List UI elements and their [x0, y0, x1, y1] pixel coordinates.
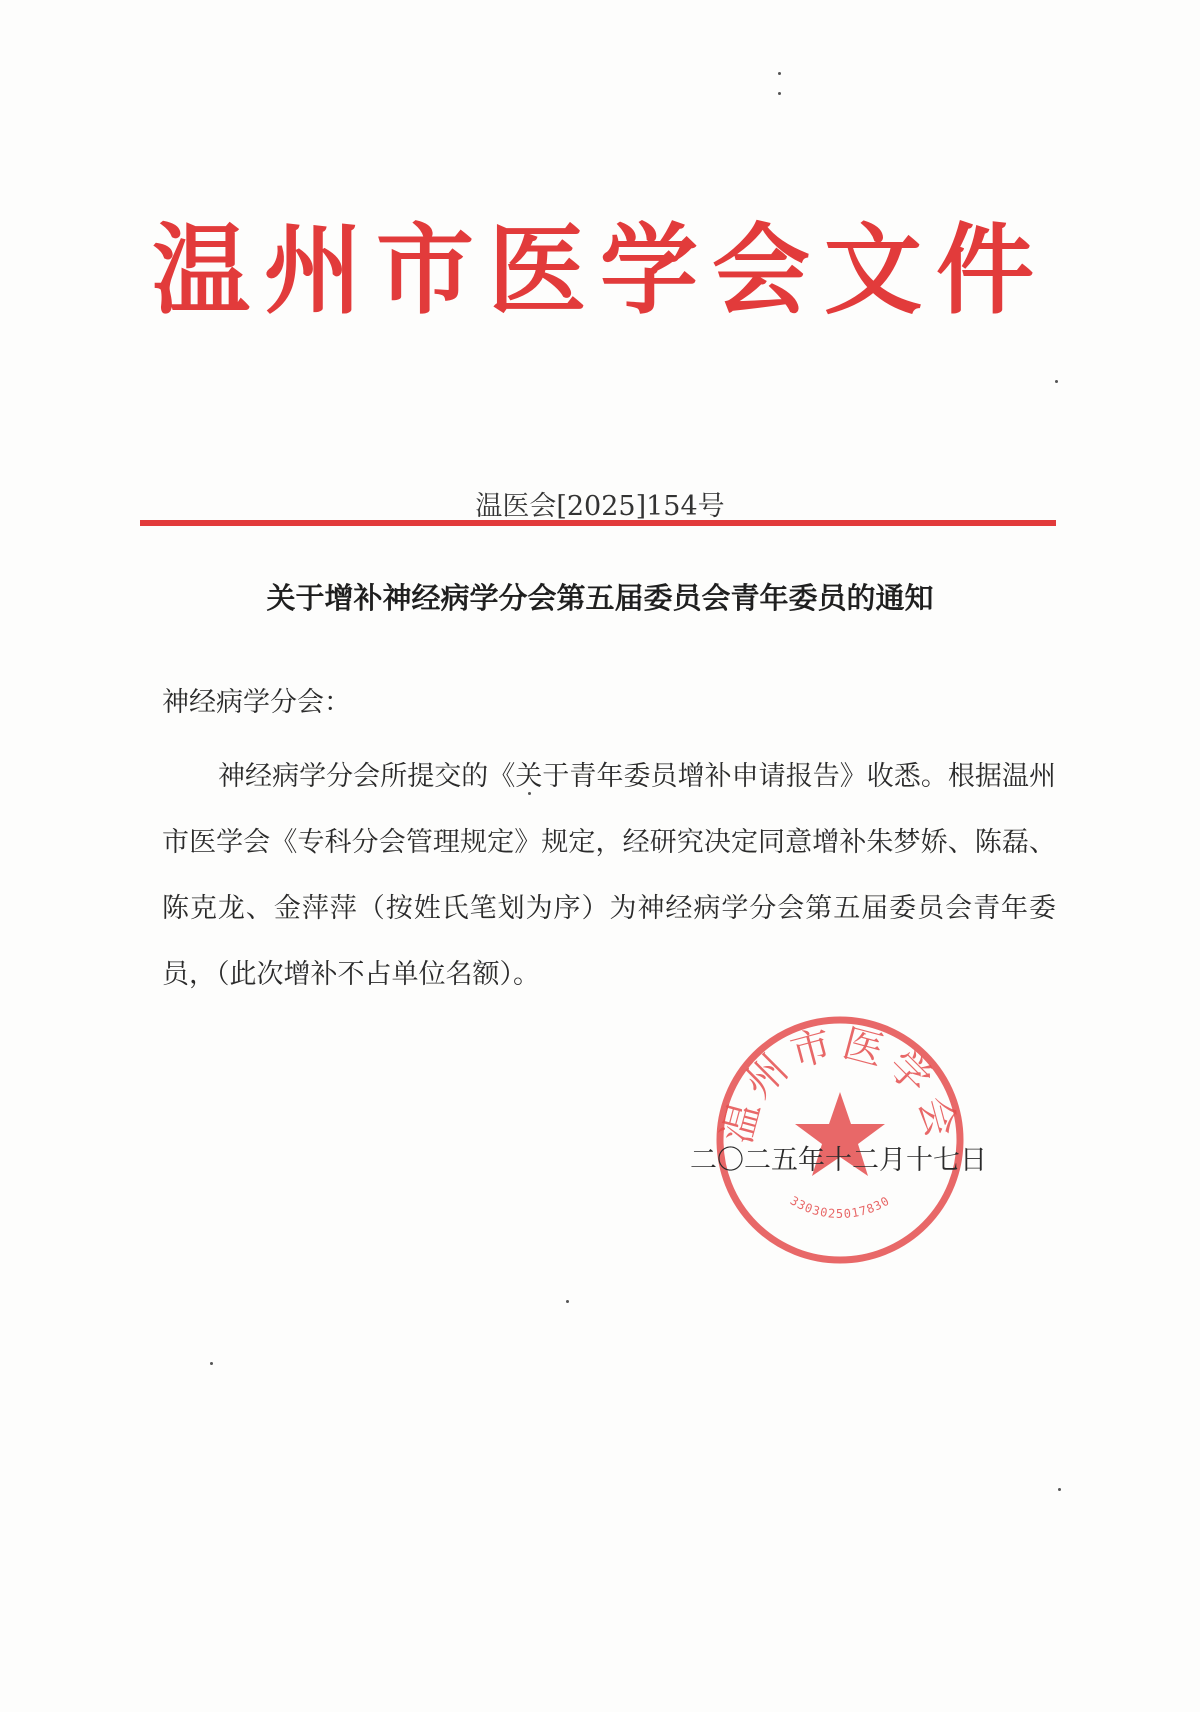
- body-paragraph: 神经病学分会所提交的《关于青年委员增补申请报告》收悉。根据温州市医学会《专科分会管理规定》规定，经研究决定同意增补朱梦娇、陈磊、陈克龙、金萍萍（按姓氏笔划为序）为神经病学分会第五届委员会青年委员，（此次增补不占单位名额）。: [162, 761, 1056, 990]
- scan-speck: [1058, 1488, 1061, 1491]
- red-divider-line: [140, 520, 1056, 526]
- scan-speck: [778, 72, 781, 75]
- scan-speck: [210, 1362, 213, 1365]
- document-number: 温医会[2025]154号: [475, 491, 725, 522]
- notice-title: 关于增补神经病学分会第五届委员会青年委员的通知: [266, 581, 934, 615]
- scan-speck: [528, 792, 531, 795]
- seal-text: 温州市医学会: [714, 1020, 966, 1149]
- seal-code: 3303025017830: [787, 1193, 893, 1222]
- issue-date: 二〇二五年十二月十七日: [690, 1145, 987, 1176]
- scan-speck: [566, 1300, 569, 1303]
- scan-speck: [1055, 380, 1058, 383]
- svg-text:3303025017830: [788, 1193, 893, 1221]
- scan-speck: [778, 92, 781, 95]
- salutation: 神经病学分会：: [162, 687, 351, 718]
- masthead-title: 温州市医学会文件: [151, 214, 1048, 328]
